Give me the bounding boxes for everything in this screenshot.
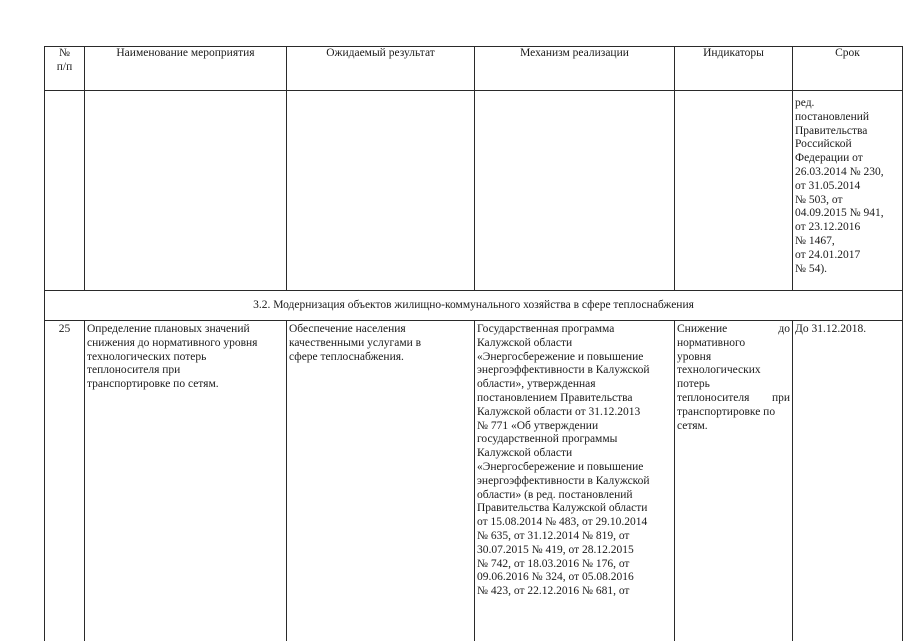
row25-indicators-word: нормативного <box>677 336 746 349</box>
row25-mechanism-line: № 635, от 31.12.2014 № 819, от <box>477 529 630 542</box>
row25-indicators-word: до <box>778 323 790 335</box>
header-indicators: Индикаторы <box>675 47 793 91</box>
row25-deadline: До 31.12.2018. <box>793 321 903 641</box>
header-mechanism: Механизм реализации <box>475 47 675 91</box>
row25-mechanism-line: Государственная программа <box>477 323 615 335</box>
row25-mechanism-line: «Энергосбережение и повышение <box>477 350 644 363</box>
row25-indicators-word: при <box>771 391 790 404</box>
cont-deadline-line: № 54). <box>795 262 828 275</box>
header-deadline: Срок <box>793 47 903 91</box>
row25-event-line: технологических потерь <box>87 350 207 363</box>
cont-deadline-line: № 503, от <box>795 193 843 206</box>
row25-mechanism-line: Правительства Калужской области <box>477 502 648 515</box>
cont-deadline-line: Федерации от <box>795 152 863 165</box>
row25-indicators-line <box>677 378 790 392</box>
row25-indicators-word: сетям. <box>677 419 708 432</box>
cont-deadline-line: 26.03.2014 № 230, <box>795 165 884 178</box>
row25-indicators-word: Снижение <box>677 323 728 335</box>
header-event: Наименование мероприятия <box>85 47 287 91</box>
cont-indicators-cell <box>675 91 793 291</box>
row25-mechanism-line: Калужской области <box>477 447 573 460</box>
cont-deadline-line: постановлений <box>795 110 870 123</box>
row25-mechanism-line: энергоэффективности в Калужской <box>477 364 650 377</box>
cont-mechanism-cell <box>475 91 675 291</box>
row25-mechanism-line: «Энергосбережение и повышение <box>477 460 644 473</box>
row25-mechanism-line: Калужской области от 31.12.2013 <box>477 405 641 418</box>
row25-indicators-word: технологических <box>677 364 761 377</box>
cont-deadline-line: от 23.12.2016 <box>795 221 861 234</box>
row25-number: 25 <box>45 321 85 641</box>
row25-indicators-line <box>677 420 790 434</box>
row25-indicators-line <box>677 337 790 351</box>
row25-result-line: Обеспечение населения <box>289 323 406 335</box>
row25-indicators-cell <box>675 321 793 641</box>
cont-deadline-line: Российской <box>795 138 852 151</box>
row25-indicators-line <box>677 392 790 406</box>
table-header-row <box>45 47 903 91</box>
row25-mechanism-cell <box>475 321 675 641</box>
cont-number-cell <box>45 91 85 291</box>
cont-deadline-line: от 31.05.2014 <box>795 179 861 192</box>
row25-mechanism-line: области» (в ред. постановлений <box>477 488 633 501</box>
cont-deadline-line: ред. <box>795 97 815 109</box>
measures-table <box>44 46 903 641</box>
row25-mechanism-line: 09.06.2016 № 324, от 05.08.2016 <box>477 571 634 584</box>
row25-indicators-word: потерь <box>677 378 710 391</box>
cont-deadline-line: № 1467, <box>795 234 835 247</box>
cont-result-cell <box>287 91 475 291</box>
row25-event-line: теплоносителя при <box>87 364 181 377</box>
row25-event-line: Определение плановых значений <box>87 323 250 335</box>
cont-deadline-line: 04.09.2015 № 941, <box>795 207 884 220</box>
row25-result-line: качественными услугами в <box>289 336 422 349</box>
cont-deadline-line: от 24.01.2017 <box>795 248 861 261</box>
row25-mechanism-line: Калужской области <box>477 336 573 349</box>
section-title: 3.2. Модернизация объектов жилищно-коммунального хозяйства в сфере теплоснабжения <box>45 291 903 321</box>
row25-mechanism-line: 30.07.2015 № 419, от 28.12.2015 <box>477 543 634 556</box>
row25-indicators-word: транспортировке по <box>677 405 776 418</box>
row25-indicators-word: уровня <box>677 350 712 363</box>
row25-mechanism-line: энергоэффективности в Калужской <box>477 474 650 487</box>
header-number-line-1: № <box>59 47 70 59</box>
row25-event-line: снижения до нормативного уровня <box>87 336 258 349</box>
cont-deadline-line: Правительства <box>795 124 868 137</box>
row25-mechanism-line: государственной программы <box>477 433 618 446</box>
row25-mechanism-line: постановлением Правительства <box>477 391 633 404</box>
row25-event-line: транспортировке по сетям. <box>87 378 219 391</box>
header-number <box>45 47 85 91</box>
continuation-row <box>45 91 903 291</box>
row25-mechanism-line: № 771 «Об утверждении <box>477 419 599 432</box>
row25-mechanism-line: области», утвержденная <box>477 378 596 391</box>
row25-indicators-line <box>677 364 790 378</box>
row25-mechanism-line: № 742, от 18.03.2016 № 176, от <box>477 557 630 570</box>
row25-mechanism-line: от 15.08.2014 № 483, от 29.10.2014 <box>477 516 648 529</box>
header-number-line-2: п/п <box>56 60 73 73</box>
header-result: Ожидаемый результат <box>287 47 475 91</box>
row25-event-cell <box>85 321 287 641</box>
cont-deadline-cell <box>793 91 903 291</box>
section-row <box>45 291 903 321</box>
row25-indicators-line <box>677 406 790 420</box>
row25-indicators-line <box>677 323 790 337</box>
row25-result-cell <box>287 321 475 641</box>
row25-result-line: сфере теплоснабжения. <box>289 350 404 363</box>
row25-indicators-line <box>677 351 790 365</box>
cont-event-cell <box>85 91 287 291</box>
row25-mechanism-line: № 423, от 22.12.2016 № 681, от <box>477 585 630 598</box>
row25-indicators-word: теплоносителя <box>677 391 750 404</box>
table-row-25 <box>45 321 903 641</box>
